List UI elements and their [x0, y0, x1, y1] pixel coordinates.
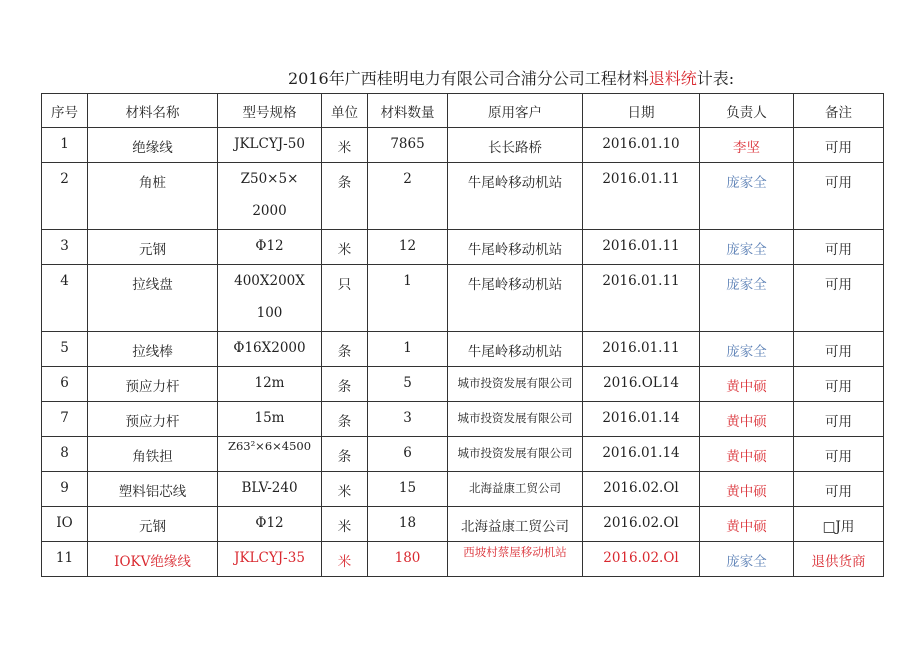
- cell-model: 400X200X 100: [218, 265, 322, 332]
- cell-no: 8: [42, 437, 88, 472]
- header-customer: 原用客户: [448, 94, 583, 128]
- cell-no: 5: [42, 332, 88, 367]
- cell-person: 黄中硕: [700, 472, 794, 507]
- table-row: [42, 265, 884, 332]
- header-qty: 材料数量: [368, 94, 448, 128]
- cell-customer: 牛尾岭移动机站: [448, 163, 583, 230]
- cell-date: 2016.01.11: [583, 265, 700, 332]
- cell-unit: 米: [322, 128, 368, 163]
- cell-model: Φ16X2000: [218, 332, 322, 367]
- page-title: [288, 66, 734, 89]
- cell-note: 可用: [794, 230, 884, 265]
- cell-qty: 12: [368, 230, 448, 265]
- cell-name: 塑料铝芯线: [88, 472, 218, 507]
- cell-note: 可用: [794, 402, 884, 437]
- cell-no: 2: [42, 163, 88, 230]
- cell-customer: 西坡村蔡屋移动机站: [448, 542, 583, 577]
- cell-qty: 15: [368, 472, 448, 507]
- title-suffix: 计表:: [696, 69, 735, 88]
- table-row: [42, 437, 884, 472]
- material-return-table: [41, 93, 884, 577]
- cell-unit: 米: [322, 507, 368, 542]
- cell-model: BLV-240: [218, 472, 322, 507]
- header-date: 日期: [583, 94, 700, 128]
- table-row: [42, 507, 884, 542]
- cell-qty: 18: [368, 507, 448, 542]
- cell-unit: 米: [322, 230, 368, 265]
- cell-person: 黄中硕: [700, 402, 794, 437]
- cell-unit: 条: [322, 332, 368, 367]
- cell-name: 元钢: [88, 230, 218, 265]
- cell-date: 2016.01.14: [583, 437, 700, 472]
- cell-name: 元钢: [88, 507, 218, 542]
- cell-person: 李坚: [700, 128, 794, 163]
- cell-qty: 1: [368, 332, 448, 367]
- header-unit: 单位: [322, 94, 368, 128]
- cell-note: 可用: [794, 472, 884, 507]
- table-header-row: [42, 94, 884, 128]
- cell-date: 2016.02.Ol: [583, 507, 700, 542]
- cell-person: 庞家全: [700, 332, 794, 367]
- cell-qty: 3: [368, 402, 448, 437]
- title-prefix: 2016年广西桂明电力有限公司合浦分公司工程材料: [288, 69, 649, 88]
- header-person: 负责人: [700, 94, 794, 128]
- cell-person: 庞家全: [700, 542, 794, 577]
- cell-model: 12m: [218, 367, 322, 402]
- cell-no: 9: [42, 472, 88, 507]
- cell-note: 可用: [794, 128, 884, 163]
- cell-unit: 只: [322, 265, 368, 332]
- cell-qty: 180: [368, 542, 448, 577]
- cell-customer: 牛尾岭移动机站: [448, 265, 583, 332]
- table-row: [42, 542, 884, 577]
- cell-date: 2016.01.11: [583, 332, 700, 367]
- cell-customer: 城市投资发展有限公司: [448, 402, 583, 437]
- cell-note: 可用: [794, 437, 884, 472]
- table-row: [42, 472, 884, 507]
- cell-customer: 牛尾岭移动机站: [448, 332, 583, 367]
- cell-note: 可用: [794, 265, 884, 332]
- cell-note: 退供货商: [794, 542, 884, 577]
- cell-date: 2016.01.11: [583, 163, 700, 230]
- cell-unit: 条: [322, 402, 368, 437]
- cell-model: Z50×5× 2000: [218, 163, 322, 230]
- cell-qty: 1: [368, 265, 448, 332]
- cell-name: 预应力杆: [88, 402, 218, 437]
- table-row: [42, 128, 884, 163]
- cell-model: Z63²×6×4500: [218, 437, 322, 472]
- header-name: 材料名称: [88, 94, 218, 128]
- cell-person: 庞家全: [700, 265, 794, 332]
- cell-date: 2016.01.10: [583, 128, 700, 163]
- cell-model: 15m: [218, 402, 322, 437]
- cell-no: IO: [42, 507, 88, 542]
- cell-model: Φ12: [218, 507, 322, 542]
- cell-no: 1: [42, 128, 88, 163]
- cell-model: JKLCYJ-50: [218, 128, 322, 163]
- cell-person: 黄中硕: [700, 367, 794, 402]
- table-row: [42, 163, 884, 230]
- cell-unit: 条: [322, 163, 368, 230]
- cell-date: 2016.02.Ol: [583, 472, 700, 507]
- cell-model: Φ12: [218, 230, 322, 265]
- table-row: [42, 367, 884, 402]
- cell-qty: 2: [368, 163, 448, 230]
- cell-no: 6: [42, 367, 88, 402]
- cell-no: 7: [42, 402, 88, 437]
- cell-note: 可用: [794, 163, 884, 230]
- cell-person: 黄中硕: [700, 437, 794, 472]
- table-row: [42, 332, 884, 367]
- cell-unit: 米: [322, 472, 368, 507]
- cell-customer: 城市投资发展有限公司: [448, 367, 583, 402]
- cell-name: IOKV绝缘线: [88, 542, 218, 577]
- cell-model: JKLCYJ-35: [218, 542, 322, 577]
- cell-date: 2016.01.11: [583, 230, 700, 265]
- cell-note: 可用: [794, 332, 884, 367]
- cell-unit: 条: [322, 437, 368, 472]
- title-red: 退料统: [648, 69, 697, 88]
- cell-no: 11: [42, 542, 88, 577]
- cell-unit: 米: [322, 542, 368, 577]
- table-row: [42, 402, 884, 437]
- cell-customer: 北海益康工贸公司: [448, 507, 583, 542]
- cell-name: 拉线棒: [88, 332, 218, 367]
- header-note: 备注: [794, 94, 884, 128]
- table-row: [42, 230, 884, 265]
- cell-customer: 城市投资发展有限公司: [448, 437, 583, 472]
- header-no: 序号: [42, 94, 88, 128]
- cell-note: □J用: [794, 507, 884, 542]
- cell-person: 庞家全: [700, 163, 794, 230]
- cell-name: 预应力杆: [88, 367, 218, 402]
- cell-name: 绝缘线: [88, 128, 218, 163]
- cell-qty: 7865: [368, 128, 448, 163]
- header-model: 型号规格: [218, 94, 322, 128]
- cell-date: 2016.01.14: [583, 402, 700, 437]
- cell-note: 可用: [794, 367, 884, 402]
- cell-customer: 牛尾岭移动机站: [448, 230, 583, 265]
- cell-name: 角桩: [88, 163, 218, 230]
- cell-customer: 北海益康工贸公司: [448, 472, 583, 507]
- cell-unit: 条: [322, 367, 368, 402]
- cell-date: 2016.02.Ol: [583, 542, 700, 577]
- cell-no: 3: [42, 230, 88, 265]
- cell-customer: 长长路桥: [448, 128, 583, 163]
- cell-person: 黄中硕: [700, 507, 794, 542]
- cell-name: 拉线盘: [88, 265, 218, 332]
- cell-date: 2016.OL14: [583, 367, 700, 402]
- cell-name: 角铁担: [88, 437, 218, 472]
- cell-qty: 5: [368, 367, 448, 402]
- cell-person: 庞家全: [700, 230, 794, 265]
- cell-qty: 6: [368, 437, 448, 472]
- cell-no: 4: [42, 265, 88, 332]
